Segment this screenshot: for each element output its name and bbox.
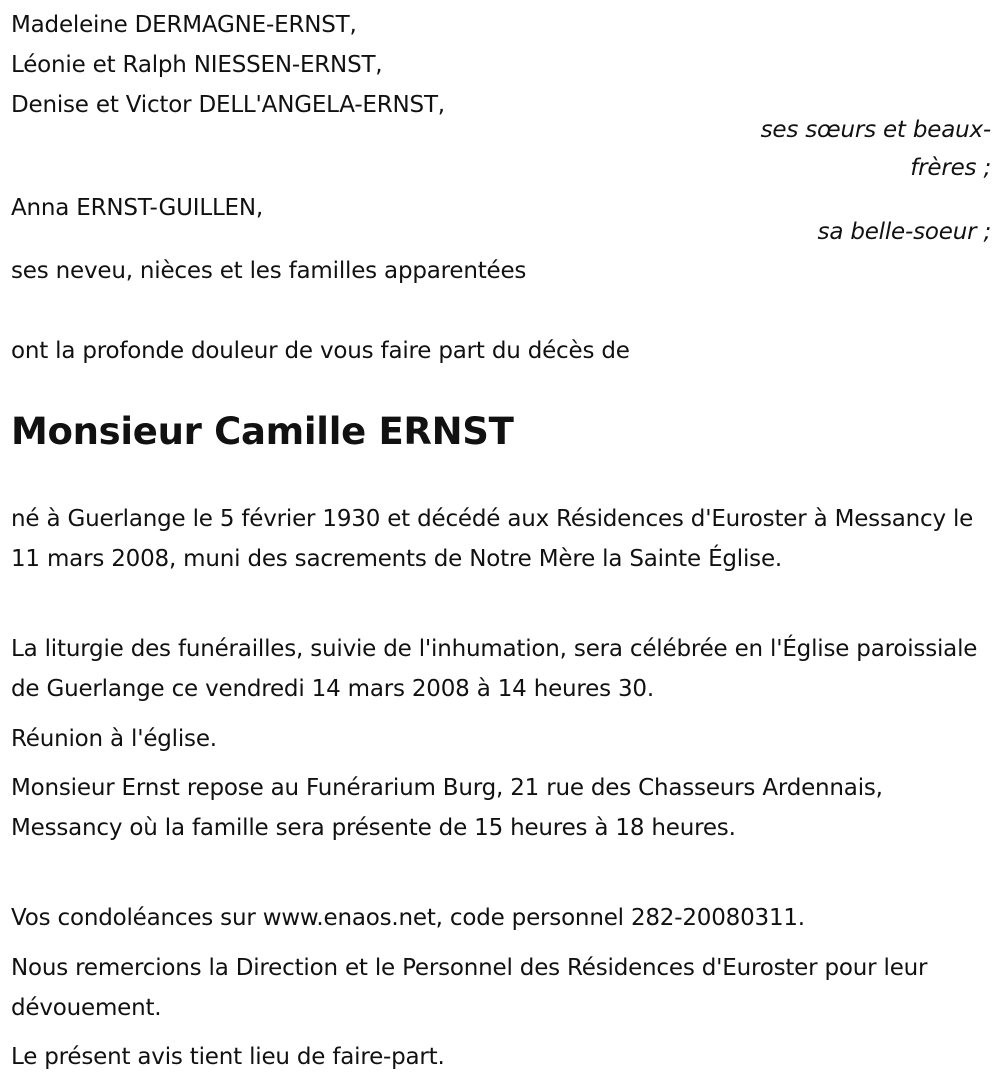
relationship-label: sa belle-soeur ; bbox=[817, 219, 991, 245]
meeting-paragraph: Réunion à l'église. bbox=[11, 726, 217, 752]
relationship-label: frères ; bbox=[910, 155, 991, 181]
birth-death-paragraph: né à Guerlange le 5 février 1930 et décédé aux Résidences d'Euroster à Messancy le 11 mars 2008, muni des sacrements de Notre Mère la Sainte Église. bbox=[11, 506, 974, 572]
condolences-paragraph: Vos condoléances sur www.enaos.net, code personnel 282-20080311. bbox=[11, 905, 805, 931]
family-others-line: ses neveu, nièces et les familles apparentées bbox=[11, 258, 527, 284]
thanks-paragraph: Nous remercions la Direction et le Personnel des Résidences d'Euroster pour leur dévouement. bbox=[11, 955, 928, 1021]
family-member-line: Anna ERNST-GUILLEN, bbox=[11, 195, 264, 221]
relationship-label: ses sœurs et beaux- bbox=[760, 117, 991, 143]
family-member-line: Denise et Victor DELL'ANGELA-ERNST, bbox=[11, 92, 445, 118]
family-member-line: Léonie et Ralph NIESSEN-ERNST, bbox=[11, 52, 383, 78]
family-member-line: Madeleine DERMAGNE-ERNST, bbox=[11, 12, 357, 38]
deceased-name-heading: Monsieur Camille ERNST bbox=[11, 410, 514, 453]
closing-paragraph: Le présent avis tient lieu de faire-part. bbox=[11, 1044, 445, 1070]
announcement-text: ont la profonde douleur de vous faire part du décès de bbox=[11, 338, 630, 364]
funeral-liturgy-paragraph: La liturgie des funérailles, suivie de l'inhumation, sera célébrée en l'Église paroissiale de Guerlange ce vendredi 14 mars 2008 à 14 heures 30. bbox=[11, 636, 978, 702]
funeral-home-paragraph: Monsieur Ernst repose au Funérarium Burg, 21 rue des Chasseurs Ardennais, Messancy où la famille sera présente de 15 heures à 18 heures. bbox=[11, 775, 883, 841]
